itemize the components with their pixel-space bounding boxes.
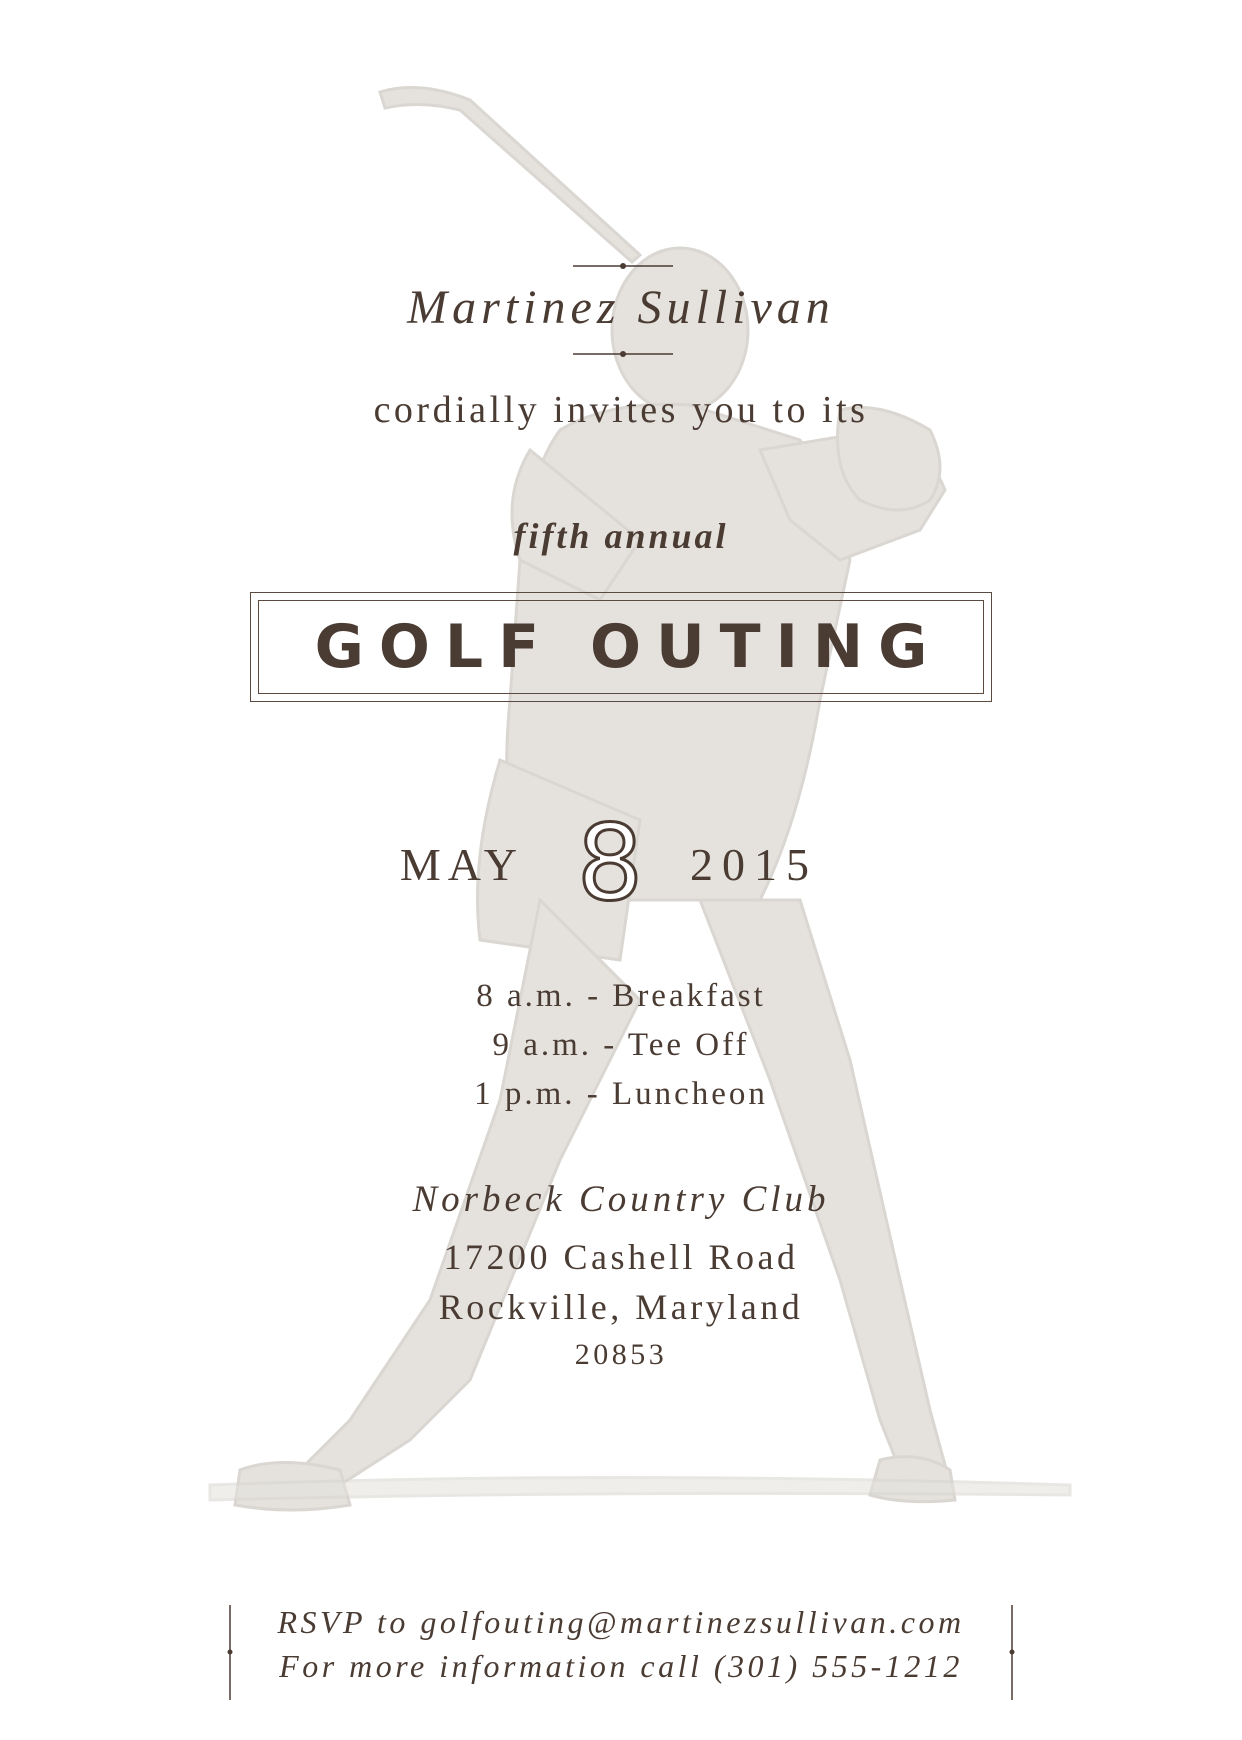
event-title-frame — [250, 592, 992, 702]
venue-name: Norbeck Country Club — [412, 1179, 830, 1220]
invite-line: cordially invites you to its — [373, 389, 869, 431]
date-year: 2015 — [690, 839, 818, 890]
schedule-item: 1 p.m. - Luncheon — [474, 1076, 768, 1112]
rsvp-line[interactable]: RSVP to golfouting@martinezsullivan.com — [277, 1604, 965, 1640]
host-name: Martinez Sullivan — [407, 281, 835, 334]
edition-label: fifth annual — [513, 516, 729, 556]
venue-zip: 20853 — [574, 1338, 668, 1371]
info-line: For more information call (301) 555-1212 — [279, 1648, 963, 1684]
event-title: GOLF OUTING — [314, 612, 943, 682]
schedule-item: 9 a.m. - Tee Off — [492, 1027, 750, 1063]
venue-city-state: Rockville, Maryland — [438, 1287, 804, 1327]
venue-street: 17200 Cashell Road — [443, 1237, 799, 1277]
ornament-divider-top — [573, 262, 673, 270]
date-day: 8 — [576, 802, 644, 924]
ornament-divider-bottom — [573, 350, 673, 358]
date-month: MAY — [399, 839, 524, 890]
schedule-item: 8 a.m. - Breakfast — [476, 978, 766, 1014]
event-date — [0, 802, 1242, 924]
